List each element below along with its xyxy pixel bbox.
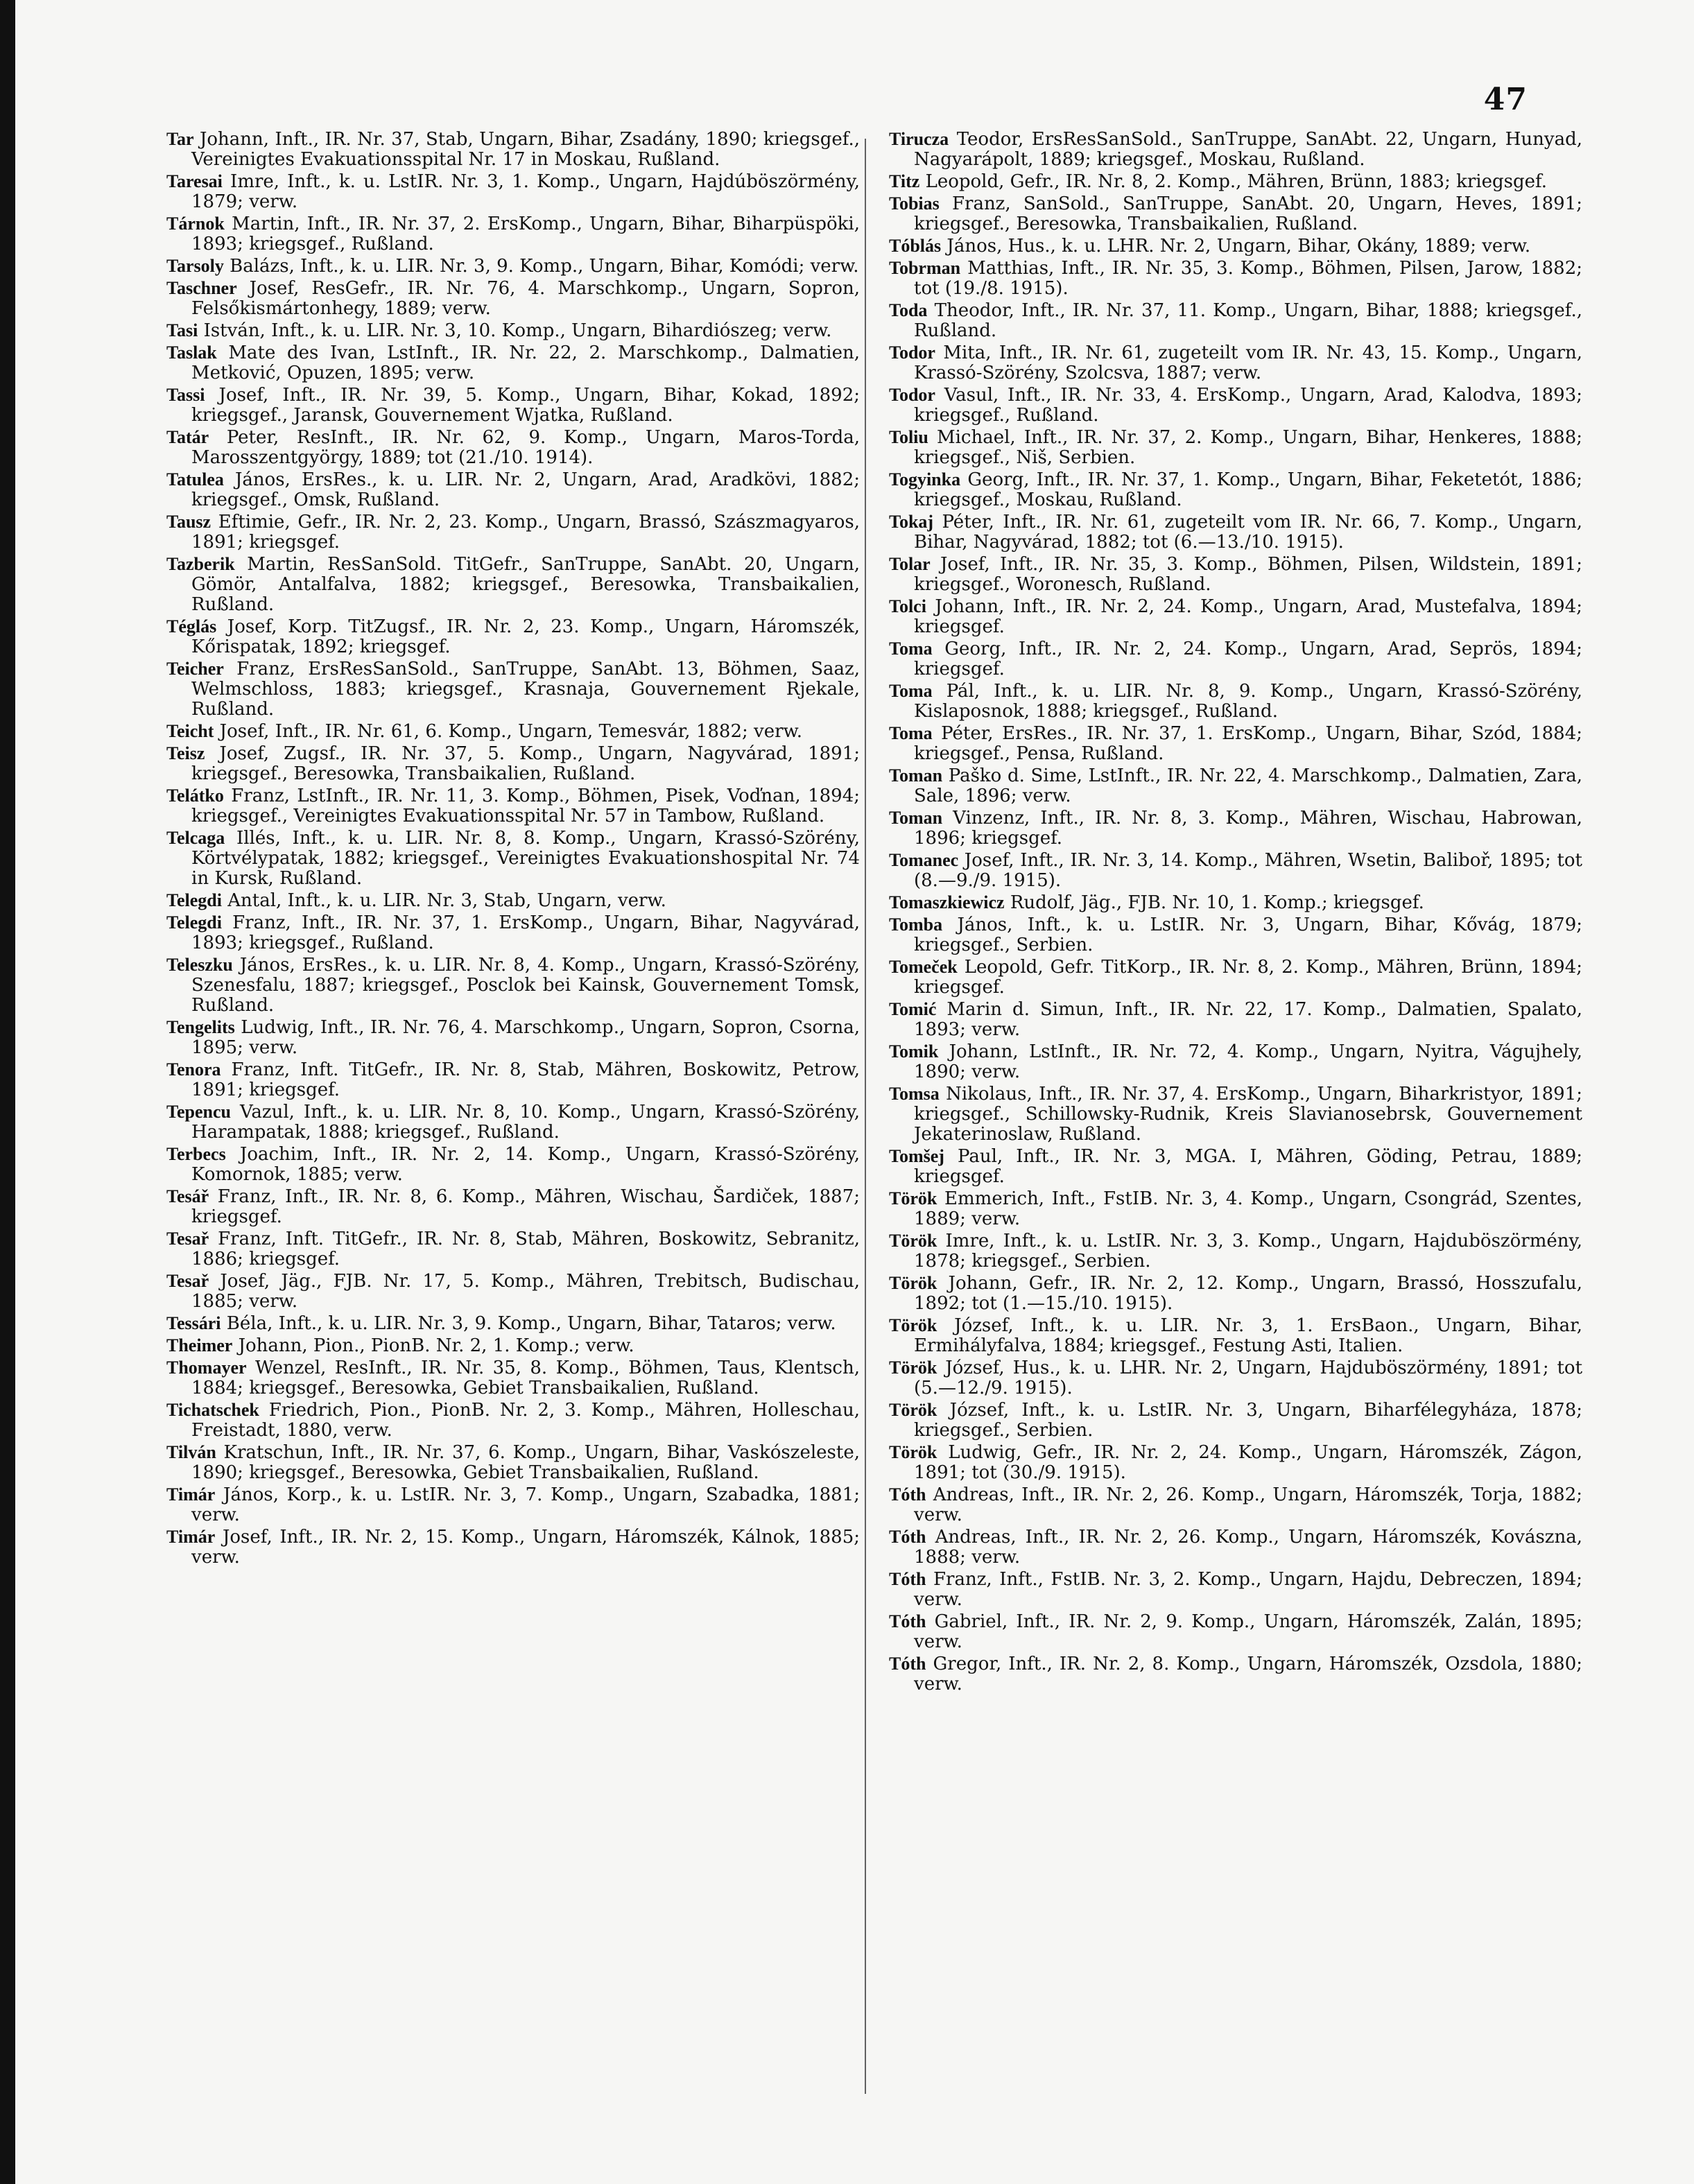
- casualty-entry: [889, 1273, 1582, 1314]
- entry-surname: Teicher: [166, 659, 224, 679]
- entry-surname: Tomsa: [889, 1084, 940, 1104]
- casualty-entry: [166, 129, 860, 170]
- casualty-entry: [166, 786, 860, 826]
- casualty-entry: [166, 427, 860, 468]
- entry-details: Kratschun, Inft., IR. Nr. 37, 6. Komp., Ungarn, Bihar, Vaskószeleste, 1890; kriegsgef., Beresowka, Gebiet Transbaikalien, Rußland.: [191, 1442, 861, 1483]
- casualty-entry: [889, 469, 1582, 510]
- entry-details: János, Inft., k. u. LstIR. Nr. 3, Ungarn, Bihar, Kővág, 1879; kriegsgef., Serbien.: [914, 915, 1582, 955]
- entry-surname: Tomba: [889, 915, 943, 935]
- entry-details: Ludwig, Inft., IR. Nr. 76, 4. Marschkomp., Ungarn, Sopron, Csorna, 1895; verw.: [191, 1017, 860, 1058]
- entry-surname: Tarsoly: [166, 256, 224, 276]
- casualty-entry: [166, 955, 860, 1016]
- entry-surname: Tolar: [889, 554, 931, 574]
- casualty-entry: [889, 892, 1582, 913]
- entry-surname: Török: [889, 1231, 937, 1251]
- entry-details: Josef, Inft., IR. Nr. 2, 15. Komp., Ungarn, Háromszék, Kálnok, 1885; verw.: [191, 1527, 861, 1568]
- entry-details: Martin, Inft., IR. Nr. 37, 2. ErsKomp., Ungarn, Bihar, Biharpüspöki, 1893; kriegsgef., Rußland.: [191, 214, 860, 254]
- casualty-entry: [889, 258, 1582, 299]
- casualty-entry: [889, 236, 1582, 257]
- entry-details: Johann, LstInft., IR. Nr. 72, 4. Komp., Ungarn, Nyitra, Vágujhely, 1890; verw.: [914, 1041, 1582, 1082]
- casualty-entry: [166, 1527, 860, 1568]
- entry-surname: Tomaszkiewicz: [889, 892, 1005, 912]
- casualty-entry: [166, 469, 860, 510]
- casualty-entry: [889, 723, 1582, 764]
- casualty-entry: [889, 1400, 1582, 1441]
- entry-details: Imre, Inft., k. u. LstIR. Nr. 3, 3. Komp., Ungarn, Hajduböszörmény, 1878; kriegsgef., Serbien.: [914, 1231, 1582, 1272]
- entry-surname: Török: [889, 1442, 937, 1462]
- entry-surname: Téglás: [166, 616, 217, 636]
- casualty-entry: [166, 616, 860, 657]
- entry-surname: Tolci: [889, 596, 926, 616]
- casualty-entry: [889, 512, 1582, 553]
- column-divider: [865, 139, 866, 2094]
- casualty-entry: [889, 1231, 1582, 1272]
- entry-surname: Tepencu: [166, 1102, 231, 1122]
- casualty-entry: [889, 193, 1582, 234]
- entry-details: Josef, Inft., IR. Nr. 61, 6. Komp., Ungarn, Temesvár, 1882; verw.: [219, 721, 802, 742]
- entry-details: Balázs, Inft., k. u. LIR. Nr. 3, 9. Komp., Ungarn, Bihar, Komódi; verw.: [230, 256, 859, 277]
- entry-details: Josef, ResGefr., IR. Nr. 76, 4. Marschkomp., Ungarn, Sopron, Felsőkismártonhegy, 1889; verw.: [191, 278, 860, 319]
- entry-surname: Toma: [889, 681, 933, 701]
- entry-surname: Tazberik: [166, 554, 235, 574]
- entry-surname: Tóblás: [889, 236, 942, 256]
- entry-surname: Tóth: [889, 1569, 926, 1589]
- entry-surname: Togyinka: [889, 469, 961, 489]
- casualty-entry: [166, 320, 860, 341]
- entry-surname: Tomik: [889, 1041, 939, 1061]
- entry-surname: Todor: [889, 385, 935, 405]
- document-page: [15, 0, 1694, 2184]
- entry-details: Franz, Inft. TitGefr., IR. Nr. 8, Stab, Mähren, Boskowitz, Petrow, 1891; kriegsgef.: [191, 1059, 861, 1100]
- casualty-entry: [889, 1484, 1582, 1525]
- entry-surname: Teleszku: [166, 955, 233, 975]
- casualty-entry: [166, 743, 860, 784]
- entry-details: Paul, Inft., IR. Nr. 3, MGA. I, Mähren, Göding, Petrau, 1889; kriegsgef.: [914, 1146, 1583, 1187]
- right-column: [889, 129, 1582, 1696]
- casualty-entry: [889, 554, 1582, 595]
- entry-surname: Török: [889, 1188, 937, 1208]
- casualty-entry: [889, 343, 1582, 383]
- entry-details: Josef, Jäg., FJB. Nr. 17, 5. Komp., Mähren, Trebitsch, Budischau, 1885; verw.: [191, 1271, 861, 1312]
- entry-surname: Toman: [889, 765, 943, 786]
- casualty-entry: [889, 1358, 1582, 1398]
- entry-surname: Tengelits: [166, 1017, 235, 1037]
- entry-surname: Toman: [889, 808, 943, 828]
- entry-surname: Tessári: [166, 1313, 221, 1333]
- casualty-entry: [889, 1654, 1582, 1695]
- entry-surname: Török: [889, 1400, 937, 1420]
- casualty-entry: [166, 1271, 860, 1312]
- entry-details: Paško d. Sime, LstInft., IR. Nr. 22, 4. Marschkomp., Dalmatien, Zara, Sale, 1896; verw.: [914, 765, 1582, 806]
- left-column: [166, 129, 860, 1569]
- entry-details: Matthias, Inft., IR. Nr. 35, 3. Komp., Böhmen, Pilsen, Jarow, 1882; tot (19./8. 1915).: [914, 258, 1582, 299]
- casualty-entry: [889, 639, 1582, 679]
- entry-details: József, Inft., k. u. LstIR. Nr. 3, Ungarn, Biharfélegyháza, 1878; kriegsgef., Serbien.: [914, 1400, 1582, 1441]
- entry-surname: Taschner: [166, 278, 237, 298]
- entry-surname: Tirucza: [889, 129, 949, 149]
- entry-details: Wenzel, ResInft., IR. Nr. 35, 8. Komp., Böhmen, Taus, Klentsch, 1884; kriegsgef., Beresowka, Gebiet Transbaikalien, Rußland.: [191, 1358, 861, 1398]
- casualty-entry: [166, 1017, 860, 1058]
- entry-surname: Tomić: [889, 999, 937, 1019]
- entry-details: Béla, Inft., k. u. LIR. Nr. 3, 9. Komp., Ungarn, Bihar, Tataros; verw.: [226, 1313, 836, 1334]
- casualty-entry: [889, 850, 1582, 891]
- entry-details: Josef, Inft., IR. Nr. 3, 14. Komp., Mähren, Wsetin, Baliboř, 1895; tot (8.—9./9. 1915).: [914, 850, 1583, 891]
- casualty-entry: [166, 890, 860, 911]
- casualty-entry: [166, 1229, 860, 1269]
- entry-details: Gabriel, Inft., IR. Nr. 2, 9. Komp., Ungarn, Háromszék, Zalán, 1895; verw.: [914, 1611, 1582, 1652]
- entry-details: Vasul, Inft., IR. Nr. 33, 4. ErsKomp., Ungarn, Arad, Kalodva, 1893; kriegsgef., Rußland.: [914, 385, 1583, 426]
- entry-surname: Tárnok: [166, 214, 225, 234]
- entry-surname: Toda: [889, 300, 928, 320]
- casualty-entry: [166, 721, 860, 742]
- casualty-entry: [889, 957, 1582, 998]
- entry-details: Franz, Inft. TitGefr., IR. Nr. 8, Stab, Mähren, Boskowitz, Sebranitz, 1886; kriegsgef.: [191, 1229, 861, 1269]
- casualty-entry: [166, 1442, 860, 1483]
- entry-details: József, Inft., k. u. LIR. Nr. 3, 1. ErsBaon., Ungarn, Bihar, Ermihályfalva, 1884; kriegsgef., Festung Asti, Italien.: [914, 1315, 1582, 1356]
- casualty-entry: [166, 385, 860, 426]
- entry-surname: Tóth: [889, 1484, 926, 1505]
- entry-details: Ludwig, Gefr., IR. Nr. 2, 24. Komp., Ungarn, Háromszék, Zágon, 1891; tot (30./9. 1915).: [914, 1442, 1583, 1483]
- entry-surname: Tilván: [166, 1442, 216, 1462]
- entry-surname: Telegdi: [166, 890, 222, 910]
- entry-details: Franz, SanSold., SanTruppe, SanAbt. 20, Ungarn, Heves, 1891; kriegsgef., Beresowka, Transbaikalien, Rußland.: [914, 193, 1582, 234]
- casualty-entry: [166, 912, 860, 953]
- casualty-entry: [889, 681, 1582, 722]
- entry-surname: Terbecs: [166, 1144, 226, 1164]
- entry-surname: Telegdi: [166, 912, 222, 933]
- casualty-entry: [889, 171, 1582, 192]
- entry-details: János, Hus., k. u. LHR. Nr. 2, Ungarn, Bihar, Okány, 1889; verw.: [947, 236, 1531, 257]
- entry-surname: Telcaga: [166, 828, 225, 848]
- entry-details: Georg, Inft., IR. Nr. 37, 1. Komp., Ungarn, Bihar, Feketetót, 1886; kriegsgef., Moskau, Rußland.: [914, 469, 1583, 510]
- entry-surname: Tatár: [166, 427, 209, 447]
- casualty-entry: [889, 1611, 1582, 1652]
- entry-details: Theodor, Inft., IR. Nr. 37, 11. Komp., Ungarn, Bihar, 1888; kriegsgef., Rußland.: [914, 300, 1582, 341]
- casualty-entry: [889, 1569, 1582, 1610]
- entry-surname: Tóth: [889, 1654, 926, 1674]
- entry-surname: Timár: [166, 1484, 216, 1505]
- casualty-entry: [166, 1335, 860, 1356]
- entry-details: Andreas, Inft., IR. Nr. 2, 26. Komp., Ungarn, Háromszék, Torja, 1882; verw.: [914, 1484, 1583, 1525]
- casualty-entry: [166, 512, 860, 553]
- casualty-entry: [166, 1358, 860, 1398]
- entry-details: János, ErsRes., k. u. LIR. Nr. 8, 4. Komp., Ungarn, Krassó-Szörény, Szenesfalu, 1887; kriegsgef., Posclok bei Kainsk, Gouvernement Tomsk, Rußland.: [191, 955, 861, 1016]
- entry-surname: Tatulea: [166, 469, 224, 489]
- entry-surname: Toma: [889, 639, 933, 659]
- entry-details: Peter, ResInft., IR. Nr. 62, 9. Komp., Ungarn, Maros-Torda, Marosszentgyörgy, 1889; tot (21./10. 1914).: [191, 427, 860, 468]
- casualty-entry: [166, 214, 860, 254]
- casualty-entry: [889, 427, 1582, 468]
- entry-details: Eftimie, Gefr., IR. Nr. 2, 23. Komp., Ungarn, Brassó, Szászmagyaros, 1891; kriegsgef.: [191, 512, 860, 553]
- casualty-entry: [166, 1313, 860, 1334]
- entry-details: Friedrich, Pion., PionB. Nr. 2, 3. Komp., Mähren, Holleschau, Freistadt, 1880, verw.: [191, 1400, 861, 1441]
- entry-surname: Taslak: [166, 343, 217, 363]
- entry-details: Rudolf, Jäg., FJB. Nr. 10, 1. Komp.; kriegsgef.: [1010, 892, 1424, 913]
- entry-details: Johann, Pion., PionB. Nr. 2, 1. Komp.; verw.: [238, 1335, 634, 1356]
- entry-surname: Tobrman: [889, 258, 961, 278]
- casualty-entry: [166, 343, 860, 383]
- casualty-entry: [889, 385, 1582, 426]
- entry-details: Antal, Inft., k. u. LIR. Nr. 3, Stab, Ungarn, verw.: [227, 890, 666, 911]
- casualty-entry: [889, 300, 1582, 341]
- casualty-entry: [889, 765, 1582, 806]
- entry-details: Marin d. Simun, Inft., IR. Nr. 22, 17. Komp., Dalmatien, Spalato, 1893; verw.: [914, 999, 1583, 1040]
- entry-details: Leopold, Gefr. TitKorp., IR. Nr. 8, 2. Komp., Mähren, Brünn, 1894; kriegsgef.: [914, 957, 1582, 998]
- entry-surname: Tichatschek: [166, 1400, 259, 1420]
- entry-surname: Theimer: [166, 1335, 233, 1355]
- entry-details: Johann, Inft., IR. Nr. 37, Stab, Ungarn, Bihar, Zsadány, 1890; kriegsgef., Vereinigtes Evakuationsspital Nr. 17 in Moskau, Rußland.: [191, 129, 861, 170]
- casualty-entry: [166, 1186, 860, 1227]
- page-number: 47: [1483, 82, 1528, 117]
- entry-surname: Thomayer: [166, 1358, 247, 1378]
- entry-surname: Toma: [889, 723, 933, 743]
- entry-details: Josef, Korp. TitZugsf., IR. Nr. 2, 23. Komp., Ungarn, Háromszék, Kőrispatak, 1892; kriegsgef.: [191, 616, 861, 657]
- entry-surname: Tasi: [166, 320, 198, 340]
- entry-details: Mate des Ivan, LstInft., IR. Nr. 22, 2. Marschkomp., Dalmatien, Metković, Opuzen, 1895; verw.: [191, 343, 861, 383]
- entry-surname: Taresai: [166, 171, 223, 191]
- entry-details: Leopold, Gefr., IR. Nr. 8, 2. Komp., Mähren, Brünn, 1883; kriegsgef.: [925, 171, 1547, 192]
- entry-surname: Titz: [889, 171, 920, 191]
- entry-surname: Török: [889, 1315, 937, 1335]
- entry-details: Josef, Zugsf., IR. Nr. 37, 5. Komp., Ungarn, Nagyvárad, 1891; kriegsgef., Beresowka, Transbaikalien, Rußland.: [191, 743, 860, 784]
- entry-surname: Tassi: [166, 385, 205, 405]
- entry-details: Johann, Inft., IR. Nr. 2, 24. Komp., Ungarn, Arad, Mustefalva, 1894; kriegsgef.: [914, 596, 1582, 637]
- entry-details: Péter, Inft., IR. Nr. 61, zugeteilt vom IR. Nr. 66, 7. Komp., Ungarn, Bihar, Nagyvárad, 1882; tot (6.—13./10. 1915).: [914, 512, 1582, 553]
- entry-details: Franz, ErsResSanSold., SanTruppe, SanAbt. 13, Böhmen, Saaz, Welmschloss, 1883; kriegsgef., Krasnaja, Gouvernement Rjekale, Rußland.: [191, 659, 860, 720]
- entry-surname: Teisz: [166, 743, 205, 763]
- entry-surname: Tóth: [889, 1611, 926, 1631]
- entry-surname: Török: [889, 1273, 937, 1293]
- entry-surname: Teicht: [166, 721, 214, 741]
- casualty-entry: [889, 1527, 1582, 1568]
- entry-surname: Tausz: [166, 512, 211, 532]
- entry-surname: Tar: [166, 129, 194, 149]
- casualty-entry: [889, 999, 1582, 1040]
- entry-surname: Toliu: [889, 427, 928, 447]
- casualty-entry: [166, 1102, 860, 1143]
- entry-details: Vazul, Inft., k. u. LIR. Nr. 8, 10. Komp., Ungarn, Krassó-Szörény, Harampatak, 1888; kriegsgef., Rußland.: [191, 1102, 861, 1143]
- casualty-entry: [166, 1059, 860, 1100]
- entry-details: Joachim, Inft., IR. Nr. 2, 14. Komp., Ungarn, Krassó-Szörény, Komornok, 1885; verw.: [191, 1144, 861, 1185]
- entry-details: Illés, Inft., k. u. LIR. Nr. 8, 8. Komp., Ungarn, Krassó-Szörény, Körtvélypatak, 1882; kriegsgef., Vereinigtes Evakuationshospital Nr. 74 in Kursk, Rußland.: [191, 828, 860, 889]
- entry-details: János, ErsRes., k. u. LIR. Nr. 2, Ungarn, Arad, Aradkövi, 1882; kriegsgef., Omsk, Rußland.: [191, 469, 860, 510]
- casualty-entry: [166, 659, 860, 720]
- entry-surname: Timár: [166, 1527, 216, 1547]
- casualty-entry: [889, 915, 1582, 955]
- entry-details: Johann, Gefr., IR. Nr. 2, 12. Komp., Ungarn, Brassó, Hosszufalu, 1892; tot (1.—15./10. 1915).: [914, 1273, 1582, 1314]
- casualty-entry: [889, 1442, 1582, 1483]
- casualty-entry: [889, 1084, 1582, 1145]
- casualty-entry: [166, 554, 860, 615]
- entry-details: Nikolaus, Inft., IR. Nr. 37, 4. ErsKomp., Ungarn, Biharkristyor, 1891; kriegsgef., Schillowsky-Rudnik, Kreis Slavianosebrsk, Gouvernement Jekaterinoslaw, Rußland.: [914, 1084, 1583, 1145]
- entry-surname: Tesař: [166, 1271, 209, 1291]
- entry-surname: Tomanec: [889, 850, 959, 870]
- entry-surname: Tomšej: [889, 1146, 944, 1166]
- casualty-entry: [166, 1400, 860, 1441]
- entry-details: Mita, Inft., IR. Nr. 61, zugeteilt vom IR. Nr. 43, 15. Komp., Ungarn, Krassó-Szörény, Szolcsva, 1887; verw.: [914, 343, 1583, 383]
- entry-surname: Tobias: [889, 193, 940, 214]
- entry-surname: Tokaj: [889, 512, 934, 532]
- casualty-entry: [889, 596, 1582, 637]
- entry-details: Pál, Inft., k. u. LIR. Nr. 8, 9. Komp., Ungarn, Krassó-Szörény, Kislaposnok, 1888; kriegsgef., Rußland.: [914, 681, 1582, 722]
- entry-surname: Tesař: [166, 1229, 209, 1249]
- entry-details: Andreas, Inft., IR. Nr. 2, 26. Komp., Ungarn, Háromszék, Kovászna, 1888; verw.: [914, 1527, 1582, 1568]
- entry-details: Michael, Inft., IR. Nr. 37, 2. Komp., Ungarn, Bihar, Henkeres, 1888; kriegsgef., Niš, Serbien.: [914, 427, 1583, 468]
- entry-details: Franz, Inft., IR. Nr. 37, 1. ErsKomp., Ungarn, Bihar, Nagyvárad, 1893; kriegsgef., Rußland.: [191, 912, 861, 953]
- casualty-entry: [166, 828, 860, 889]
- casualty-entry: [166, 1144, 860, 1185]
- entry-details: Georg, Inft., IR. Nr. 2, 24. Komp., Ungarn, Arad, Seprös, 1894; kriegsgef.: [914, 639, 1582, 679]
- entry-details: Péter, ErsRes., IR. Nr. 37, 1. ErsKomp., Ungarn, Bihar, Szód, 1884; kriegsgef., Pensa, Rußland.: [914, 723, 1583, 764]
- casualty-entry: [889, 808, 1582, 849]
- casualty-entry: [889, 1146, 1582, 1187]
- casualty-entry: [166, 256, 860, 277]
- casualty-entry: [889, 1041, 1582, 1082]
- casualty-entry: [889, 129, 1582, 170]
- entry-details: Franz, Inft., FstIB. Nr. 3, 2. Komp., Ungarn, Hajdu, Debreczen, 1894; verw.: [914, 1569, 1582, 1610]
- entry-surname: Török: [889, 1358, 937, 1378]
- entry-details: Franz, LstInft., IR. Nr. 11, 3. Komp., Böhmen, Pisek, Voďnan, 1894; kriegsgef., Vereinigtes Evakuationsspital Nr. 57 in Tambow, Rußland.: [191, 786, 860, 826]
- entry-details: János, Korp., k. u. LstIR. Nr. 3, 7. Komp., Ungarn, Szabadka, 1881; verw.: [191, 1484, 860, 1525]
- entry-details: Josef, Inft., IR. Nr. 35, 3. Komp., Böhmen, Pilsen, Wildstein, 1891; kriegsgef., Woronesch, Rußland.: [914, 554, 1583, 595]
- casualty-entry: [166, 278, 860, 319]
- entry-surname: Telátko: [166, 786, 224, 806]
- entry-surname: Todor: [889, 343, 935, 363]
- entry-details: Franz, Inft., IR. Nr. 8, 6. Komp., Mähren, Wischau, Šardiček, 1887; kriegsgef.: [191, 1186, 860, 1227]
- entry-surname: Tenora: [166, 1059, 221, 1080]
- casualty-entry: [889, 1315, 1582, 1356]
- casualty-entry: [166, 171, 860, 212]
- entry-details: Martin, ResSanSold. TitGefr., SanTruppe, SanAbt. 20, Ungarn, Gömör, Antalfalva, 1882; kriegsgef., Beresowka, Transbaikalien, Rußland.: [191, 554, 861, 615]
- casualty-entry: [166, 1484, 860, 1525]
- casualty-entry: [889, 1188, 1582, 1229]
- entry-surname: Tomeček: [889, 957, 958, 977]
- entry-surname: Tóth: [889, 1527, 926, 1547]
- entry-details: Teodor, ErsResSanSold., SanTruppe, SanAbt. 22, Ungarn, Hunyad, Nagyarápolt, 1889; kriegsgef., Moskau, Rußland.: [914, 129, 1582, 170]
- entry-details: István, Inft., k. u. LIR. Nr. 3, 10. Komp., Ungarn, Bihardiószeg; verw.: [203, 320, 832, 341]
- entry-details: Vinzenz, Inft., IR. Nr. 8, 3. Komp., Mähren, Wischau, Habrowan, 1896; kriegsgef.: [914, 808, 1583, 849]
- scan-edge: [0, 0, 15, 2184]
- entry-details: József, Hus., k. u. LHR. Nr. 2, Ungarn, Hajduböszörmény, 1891; tot (5.—12./9. 1915).: [914, 1358, 1583, 1398]
- entry-details: Imre, Inft., k. u. LstIR. Nr. 3, 1. Komp., Ungarn, Hajdúböszörmény, 1879; verw.: [191, 171, 860, 212]
- entry-details: Emmerich, Inft., FstIB. Nr. 3, 4. Komp., Ungarn, Csongrád, Szentes, 1889; verw.: [914, 1188, 1583, 1229]
- entry-details: Gregor, Inft., IR. Nr. 2, 8. Komp., Ungarn, Háromszék, Ozsdola, 1880; verw.: [914, 1654, 1583, 1695]
- entry-details: Josef, Inft., IR. Nr. 39, 5. Komp., Ungarn, Bihar, Kokad, 1892; kriegsgef., Jaransk, Gouvernement Wjatka, Rußland.: [191, 385, 861, 426]
- entry-surname: Tesář: [166, 1186, 209, 1206]
